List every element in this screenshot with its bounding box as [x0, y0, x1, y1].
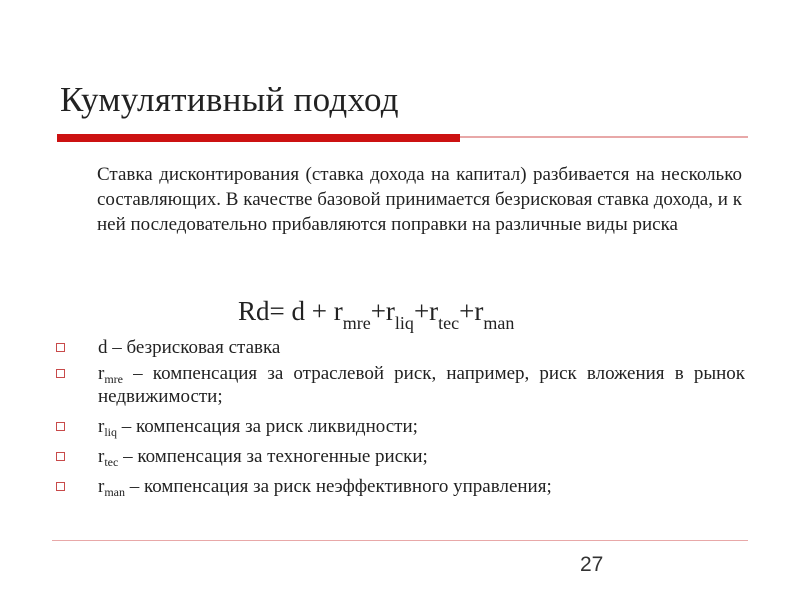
title-underline-accent: [57, 134, 460, 142]
title-underline-rule: [460, 136, 748, 138]
formula-part: +r: [459, 296, 484, 326]
bullet-variable-subscript: tec: [104, 455, 119, 469]
bullet-square-icon: [56, 343, 65, 352]
bullet-square-icon: [56, 452, 65, 461]
bullet-item: [55, 475, 745, 498]
formula-subscript: man: [483, 313, 515, 333]
bullet-description: – компенсация за риск ликвидности;: [117, 416, 418, 437]
bullet-item: [55, 445, 745, 468]
bullet-description: – компенсация за техногенные риски;: [118, 446, 428, 467]
bullet-variable: r: [98, 476, 105, 497]
bullet-square-icon: [56, 369, 65, 378]
bullet-item: [55, 336, 745, 359]
bullet-square-icon: [56, 422, 65, 431]
formula-subscript: mre: [342, 313, 371, 333]
bullet-text: [98, 475, 745, 498]
bullet-text: [98, 336, 745, 359]
bullet-item: [55, 415, 745, 438]
formula-part: Rd= d + r: [238, 296, 343, 326]
bullet-variable-subscript: mre: [104, 372, 123, 386]
bullet-text: [98, 362, 745, 408]
formula-part: +r: [370, 296, 395, 326]
footer-rule: [52, 540, 748, 541]
bullet-variable-subscript: man: [104, 485, 125, 499]
intro-paragraph: Ставка дисконтирования (ставка дохода на капитал) разбивается на несколько составляющих. В качестве базовой принимается безрисковая ставка дохода, и к ней последовательно прибавляются поправки на различные виды риска: [97, 164, 742, 235]
bullet-description: – компенсация за отраслевой риск, например, риск вложения в рынок недвижимости;: [98, 363, 745, 407]
bullet-square-icon: [56, 482, 65, 491]
bullet-text: [98, 415, 745, 438]
bullet-variable: r: [98, 416, 105, 437]
formula-part: +r: [413, 296, 439, 326]
formula-subscript: tec: [438, 313, 460, 333]
page-number: 27: [580, 553, 604, 576]
bullet-description: – компенсация за риск неэффективного управления;: [125, 476, 552, 497]
formula-subscript: liq: [394, 313, 414, 333]
formula: [238, 296, 515, 333]
bullet-variable: r: [98, 446, 105, 467]
bullet-variable-subscript: liq: [104, 425, 117, 439]
bullet-variable: r: [98, 363, 105, 384]
bullet-text: [98, 445, 745, 468]
bullet-item: [55, 362, 745, 408]
bullet-description: d – безрисковая ставка: [98, 337, 281, 358]
slide-title: Кумулятивный подход: [60, 80, 399, 119]
bullet-list: [55, 336, 745, 505]
